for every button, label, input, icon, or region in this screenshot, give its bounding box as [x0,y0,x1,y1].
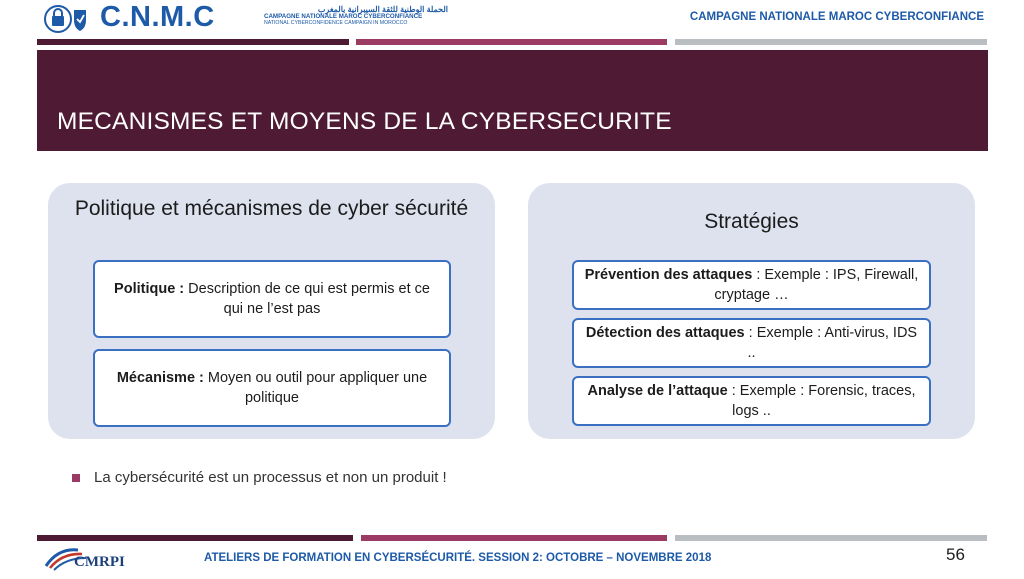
detection-box-label: Détection des attaques [585,324,745,341]
header-bar-grey [675,39,987,45]
prevention-box-label: Prévention des attaques [584,266,753,283]
policy-box-description: Description de ce qui est permis et ce qui ne l’est pas [184,280,430,317]
slide-title: MECANISMES ET MOYENS DE LA CYBERSECURITE [57,108,672,135]
prevention-box-description: : Exemple : IPS, Firewall, cryptage … [714,266,919,303]
cmrpi-logo [44,544,144,574]
header-bar-pink [356,39,667,45]
bullet-text: La cybersécurité est un processus et non un produit ! [94,469,447,486]
prevention-box-text [582,265,921,306]
analysis-box [572,376,931,426]
cmrpi-logo-text: CMRPI [74,554,125,570]
mechanism-box-text [103,368,441,409]
mechanism-box [93,349,451,427]
footer-session-text: ATELIERS DE FORMATION EN CYBERSÉCURITÉ. SESSION 2: OCTOBRE – NOVEMBRE 2018 [204,552,712,564]
cnmc-logo-subtitles [264,6,464,26]
analysis-box-text [582,381,921,422]
policy-box [93,260,451,338]
strategies-panel-heading: Stratégies [704,210,799,233]
bullet-square-icon [72,474,80,482]
mechanism-box-description: Moyen ou outil pour appliquer une politique [203,369,428,406]
logo-french-line: CAMPAGNE NATIONALE MAROC CYBERCONFIANCE [264,13,423,21]
cnmc-emblem-icon [42,4,94,34]
detection-box [572,318,931,368]
prevention-box [572,260,931,310]
policy-box-text [103,279,441,320]
footer-bar-grey [675,535,987,541]
campaign-title: CAMPAGNE NATIONALE MAROC CYBERCONFIANCE [689,11,984,23]
footer-bar-pink [361,535,667,541]
analysis-box-description: : Exemple : Forensic, traces, logs .. [727,382,916,419]
detection-box-description: : Exemple : Anti-virus, IDS .. [744,324,918,361]
logo-arabic-line: الحملة الوطنية للثقة السيبرانية بالمغرب [317,5,448,14]
header-bar-dark [37,39,349,45]
logo-english-line: NATIONAL CYBERCONFIDENCE CAMPAIGN IN MOROCCO [264,19,408,26]
page-number: 56 [946,545,965,564]
mechanism-box-label: Mécanisme : [116,369,204,386]
cnmc-logo-text: C.N.M.C [100,1,215,33]
footer-bar-dark [37,535,353,541]
detection-box-text [582,323,921,364]
policy-box-label: Politique : [114,280,185,297]
analysis-box-label: Analyse de l’attaque [587,382,728,399]
policy-panel-heading: Politique et mécanismes de cyber sécurité [74,197,469,220]
